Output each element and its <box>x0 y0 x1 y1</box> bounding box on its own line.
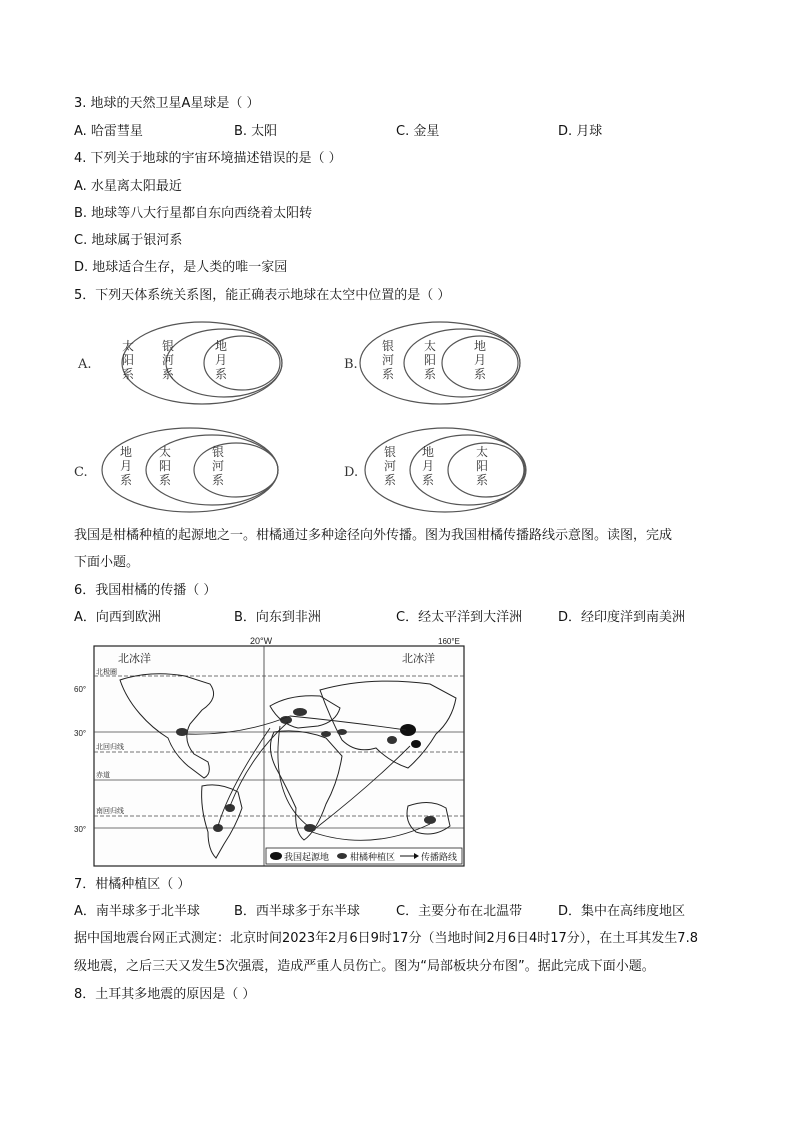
diagram-label-char: 河 <box>384 459 397 473</box>
passage2-line1: 据中国地震台网正式测定：北京时间2023年2月6日9时17分（当地时间2月6日4时17分），在土耳其发生7.8 <box>74 931 698 946</box>
diagram-label-char: 系 <box>120 473 133 487</box>
diagram-label-char: 系 <box>382 367 395 381</box>
planting-area-west-asia <box>337 729 347 735</box>
q4-option-b: B. 地球等八大行星都自东向西绕着太阳转 <box>74 206 313 221</box>
diagram-label-char: 阳 <box>476 459 489 473</box>
diagram-b-inner-label <box>474 338 486 381</box>
legend-origin-symbol <box>270 852 282 860</box>
q3-option-d: D. 月球 <box>558 124 603 139</box>
diagram-label-char: 银 <box>162 339 175 353</box>
legend-origin-label: 我国起源地 <box>284 852 330 862</box>
diagram-label-char: 地 <box>120 445 133 459</box>
diagram-c-letter: C. <box>74 465 88 480</box>
diagram-label-char: 系 <box>162 367 175 381</box>
q6-option-d: D．经印度洋到南美洲 <box>558 610 686 625</box>
passage1-line1: 我国是柑橘种植的起源地之一。柑橘通过多种途径向外传播。图为我国柑橘传播路线示意图。读图，完成 <box>74 528 673 543</box>
diagram-b <box>340 318 555 408</box>
q5-stem: 5．下列天体系统关系图，能正确表示地球在太空中位置的是（ ） <box>74 288 451 303</box>
q3-option-c: C. 金星 <box>396 124 440 139</box>
planting-area-europe <box>293 708 307 716</box>
lat-30s-label: 30° <box>74 825 87 834</box>
q3-option-b: B. 太阳 <box>234 124 278 139</box>
tropic-cancer-label: 北回归线 <box>96 744 124 751</box>
diagram-label-char: 河 <box>162 353 175 367</box>
diagram-a-letter: A. <box>78 357 92 372</box>
diagram-label-char: 河 <box>382 353 395 367</box>
q7-option-d: D．集中在高纬度地区 <box>558 904 686 919</box>
diagram-b-outer-label <box>382 339 394 381</box>
diagram-c-outer-label <box>120 444 132 487</box>
diagram-label-char: 阳 <box>424 353 437 367</box>
diagram-label-char: 系 <box>476 473 489 487</box>
q6-option-b: B．向东到非洲 <box>234 610 321 625</box>
diagram-label-char: 系 <box>122 367 135 381</box>
diagram-a <box>70 318 285 408</box>
q4-stem: 4. 下列关于地球的宇宙环境描述错误的是（ ） <box>74 151 342 166</box>
passage2-line2: 级地震，之后三天又发生5次强震，造成严重人员伤亡。图为“局部板块分布图”。据此完成下面小题。 <box>74 959 655 974</box>
q3-option-a: A. 哈雷彗星 <box>74 124 143 139</box>
planting-area-south-africa <box>304 824 316 832</box>
diagram-label-char: 太 <box>159 445 172 459</box>
legend-route-label: 传播路线 <box>421 852 458 862</box>
diagram-label-char: 月 <box>422 459 435 473</box>
citrus-spread-map <box>74 636 468 868</box>
diagram-label-char: 月 <box>474 353 487 367</box>
diagram-label-char: 月 <box>120 459 133 473</box>
diagram-c <box>70 424 285 514</box>
passage1-line2: 下面小题。 <box>74 555 140 570</box>
diagram-label-char: 河 <box>212 459 225 473</box>
diagram-d <box>340 424 555 514</box>
equator-label: 赤道 <box>96 772 110 779</box>
diagram-a-outer-ellipse <box>122 322 282 404</box>
diagram-a-middle-label <box>162 339 174 381</box>
q7-option-c: C．主要分布在北温带 <box>396 904 523 919</box>
lat-30n-label: 30° <box>74 729 87 738</box>
q4-option-d: D. 地球适合生存，是人类的唯一家园 <box>74 260 288 275</box>
diagram-label-char: 地 <box>215 339 228 353</box>
planting-area-middle-east <box>321 731 331 737</box>
ocean-label-right: 北冰洋 <box>402 653 435 665</box>
diagram-label-char: 系 <box>212 473 225 487</box>
q8-stem: 8．土耳其多地震的原因是（ ） <box>74 987 256 1002</box>
planting-area-north-america <box>176 728 188 736</box>
lon-20w-label: 20°W <box>250 636 273 646</box>
diagram-label-char: 月 <box>215 353 228 367</box>
diagram-c-inner-label <box>212 445 224 487</box>
legend-plant-label: 柑橘种植区 <box>350 852 396 862</box>
q7-option-a: A．南半球多于北半球 <box>74 904 200 919</box>
diagram-label-char: 地 <box>422 445 435 459</box>
q4-option-c: C. 地球属于银河系 <box>74 233 183 248</box>
diagram-label-char: 阳 <box>159 459 172 473</box>
q7-stem: 7．柑橘种植区（ ） <box>74 877 191 892</box>
diagram-label-char: 银 <box>212 445 225 459</box>
q6-option-c: C．经太平洋到大洋洲 <box>396 610 523 625</box>
diagram-b-letter: B. <box>344 357 358 372</box>
diagram-c-inner-ellipse <box>194 443 278 497</box>
q7-option-b: B．西半球多于东半球 <box>234 904 360 919</box>
diagram-label-char: 太 <box>476 445 489 459</box>
diagram-label-char: 系 <box>424 367 437 381</box>
map-legend <box>266 848 462 864</box>
q4-option-a: A. 水星离太阳最近 <box>74 179 182 194</box>
map-frame <box>94 646 464 866</box>
diagram-d-middle-label <box>422 444 434 487</box>
diagram-label-char: 系 <box>422 473 435 487</box>
q6-option-a: A．向西到欧洲 <box>74 610 161 625</box>
diagram-label-char: 太 <box>424 339 437 353</box>
tropic-capricorn-label: 南回归线 <box>96 808 124 815</box>
origin-area-south <box>411 740 421 748</box>
diagram-label-char: 系 <box>474 367 487 381</box>
diagram-label-char: 银 <box>384 445 397 459</box>
lat-60-label: 60° <box>74 685 87 694</box>
planting-area-south-asia <box>387 736 397 744</box>
diagram-label-char: 系 <box>215 367 228 381</box>
diagram-label-char: 阳 <box>122 353 135 367</box>
legend-plant-symbol <box>337 853 347 859</box>
ocean-label-left: 北冰洋 <box>118 653 151 665</box>
diagram-label-char: 地 <box>474 339 487 353</box>
planting-area-australia <box>424 816 436 824</box>
q3-stem: 3. 地球的天然卫星A星球是（ ） <box>74 96 260 111</box>
lon-160e-label: 160°E <box>438 637 460 646</box>
origin-area-main <box>400 724 416 736</box>
diagram-d-outer-label <box>384 445 396 487</box>
arctic-circle-label: 北极圈 <box>96 669 117 676</box>
diagram-a-outer-label <box>122 338 134 381</box>
diagram-c-middle-label <box>159 444 171 487</box>
diagram-label-char: 系 <box>384 473 397 487</box>
diagram-d-letter: D. <box>344 465 359 480</box>
diagram-label-char: 系 <box>159 473 172 487</box>
diagram-a-inner-label <box>215 338 227 381</box>
diagram-label-char: 银 <box>382 339 395 353</box>
diagram-d-inner-label <box>476 444 488 487</box>
diagram-label-char: 太 <box>122 339 135 353</box>
diagram-b-middle-label <box>424 338 436 381</box>
q6-stem: 6．我国柑橘的传播（ ） <box>74 583 217 598</box>
